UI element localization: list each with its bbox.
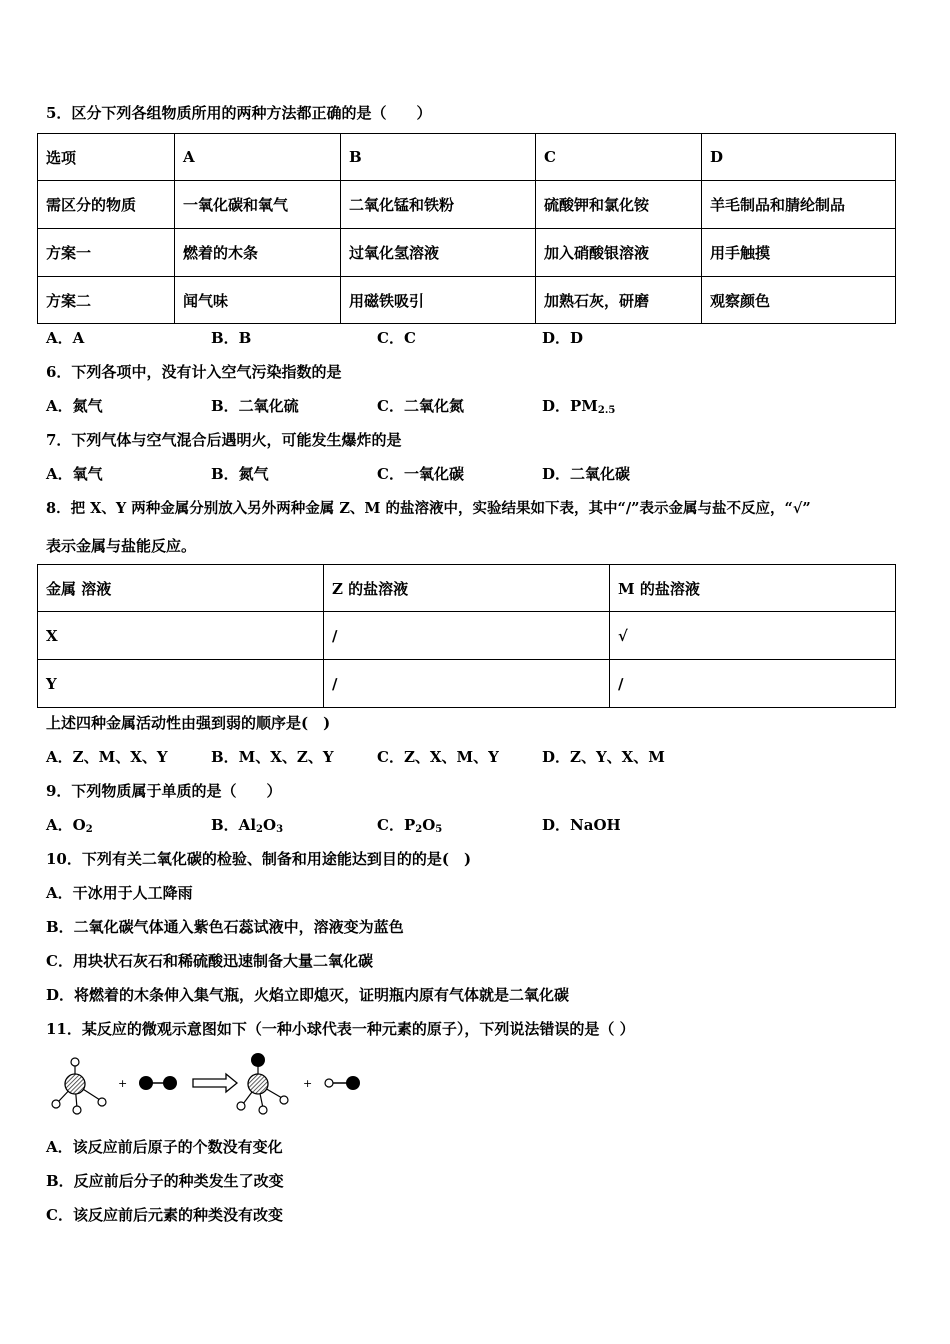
q6-option-d-subscript: 2.5 (597, 405, 616, 416)
q9-c-text1: C．P (377, 816, 416, 834)
q9-stem: 9．下列物质属于单质的是（ ） (46, 782, 282, 800)
q8-cell: ∕ (324, 660, 610, 708)
q8-cell: X (38, 612, 324, 660)
q5-cell: 方案二 (38, 277, 175, 324)
q8-cell: ∕ (324, 612, 610, 660)
q10-option-a[interactable]: A．干冰用于人工降雨 (46, 884, 193, 902)
q9-c-sub1: 2 (415, 824, 423, 835)
q9-a-text: A．O (46, 816, 86, 834)
q10-option-b[interactable]: B．二氧化碳气体通入紫色石蕊试液中，溶液变为蓝色 (46, 918, 404, 936)
q5-cell: 一氧化碳和氧气 (175, 181, 341, 229)
product-molecule-1 (237, 1053, 288, 1114)
q5-cell: 用磁铁吸引 (341, 277, 536, 324)
q9-b-text1: B．Al (211, 816, 257, 834)
q5-cell: 选项 (38, 134, 175, 181)
q6-option-a[interactable]: A．氮气 (46, 397, 103, 415)
q5-table-row (38, 181, 896, 229)
q5-cell: 需区分的物质 (38, 181, 175, 229)
q6-option-c[interactable]: C．二氧化氮 (377, 397, 464, 415)
q5-cell: 方案一 (38, 229, 175, 277)
q9-c-sub2: 5 (435, 824, 443, 835)
q10-stem: 10．下列有关二氧化碳的检验、制备和用途能达到目的的是( ) (46, 850, 472, 868)
q5-table (37, 133, 896, 324)
reactant-molecule-2 (139, 1076, 177, 1090)
plus-sign-1: + (118, 1077, 128, 1090)
reactant-molecule-1 (52, 1058, 106, 1114)
q5-cell: A (175, 134, 341, 181)
q8-table-row (38, 660, 896, 708)
q5-cell: D (702, 134, 896, 181)
q11-option-b[interactable]: B．反应前后分子的种类发生了改变 (46, 1172, 284, 1190)
q8-cell: Z 的盐溶液 (324, 565, 610, 612)
q9-option-d[interactable]: D．NaOH (542, 816, 621, 834)
q7-stem: 7．下列气体与空气混合后遇明火，可能发生爆炸的是 (46, 431, 402, 449)
reaction-diagram (46, 1048, 376, 1120)
q9-b-sub2: 3 (276, 824, 284, 835)
q9-option-a[interactable] (46, 814, 93, 835)
q5-cell: C (536, 134, 702, 181)
q8-option-c[interactable]: C．Z、X、M、Y (377, 748, 499, 766)
q5-table-header-row (38, 134, 896, 181)
q10-option-c[interactable]: C．用块状石灰石和稀硫酸迅速制备大量二氧化碳 (46, 952, 373, 970)
reaction-arrow-icon (193, 1074, 237, 1092)
q5-cell: 用手触摸 (702, 229, 896, 277)
q8-cell: Y (38, 660, 324, 708)
q5-cell: 闻气味 (175, 277, 341, 324)
q7-option-c[interactable]: C．一氧化碳 (377, 465, 464, 483)
q8-table-header-row (38, 565, 896, 612)
q5-stem: 5．区分下列各组物质所用的两种方法都正确的是（ ） (46, 104, 432, 122)
q8-stem-line1: 8．把 X、Y 两种金属分别放入另外两种金属 Z、M 的盐溶液中，实验结果如下表，其中“/”表示金属与盐不反应，“√” (46, 500, 811, 517)
q11-option-a[interactable]: A．该反应前后原子的个数没有变化 (46, 1138, 283, 1156)
q5-cell: 加熟石灰，研磨 (536, 277, 702, 324)
q11-stem: 11．某反应的微观示意图如下（一种小球代表一种元素的原子），下列说法错误的是（ ） (46, 1020, 635, 1038)
q5-cell: 二氧化锰和铁粉 (341, 181, 536, 229)
q8-cell: √ (610, 612, 896, 660)
q11-option-c[interactable]: C．该反应前后元素的种类没有改变 (46, 1206, 283, 1224)
q5-cell: B (341, 134, 536, 181)
plus-sign-2: + (303, 1077, 313, 1090)
q5-table-row (38, 229, 896, 277)
q8-option-b[interactable]: B．M、X、Z、Y (211, 748, 334, 766)
q8-cell: 金属 溶液 (38, 565, 324, 612)
q5-option-d[interactable]: D．D (542, 329, 584, 347)
q9-b-sub1: 2 (256, 824, 263, 835)
q5-cell: 过氧化氢溶液 (341, 229, 536, 277)
q6-option-d[interactable] (542, 395, 615, 416)
q5-option-b[interactable]: B．B (211, 329, 252, 347)
q9-b-text2: O (262, 816, 277, 834)
q7-option-b[interactable]: B．氮气 (211, 465, 269, 483)
q7-option-a[interactable]: A．氧气 (46, 465, 103, 483)
q5-cell: 燃着的木条 (175, 229, 341, 277)
q8-cell: ∕ (610, 660, 896, 708)
q8-table (37, 564, 896, 708)
q8-table-row (38, 612, 896, 660)
q5-option-a[interactable]: A．A (46, 329, 85, 347)
q9-option-b[interactable] (211, 814, 283, 835)
q6-stem: 6．下列各项中，没有计入空气污染指数的是 (46, 363, 342, 381)
q9-option-c[interactable] (377, 814, 442, 835)
q5-cell: 观察颜色 (702, 277, 896, 324)
q6-option-b[interactable]: B．二氧化硫 (211, 397, 299, 415)
q5-cell: 硫酸钾和氯化铵 (536, 181, 702, 229)
q7-option-d[interactable]: D．二氧化碳 (542, 465, 631, 483)
q9-a-sub: 2 (85, 824, 93, 835)
product-molecule-2 (325, 1076, 360, 1090)
q5-cell: 加入硝酸银溶液 (536, 229, 702, 277)
q8-cell: M 的盐溶液 (610, 565, 896, 612)
q8-stem-line2: 表示金属与盐能反应。 (46, 537, 197, 555)
q5-option-c[interactable]: C．C (377, 329, 416, 347)
q5-table-row (38, 277, 896, 324)
q8-question: 上述四种金属活动性由强到弱的顺序是( ) (46, 714, 331, 732)
q5-cell: 羊毛制品和腈纶制品 (702, 181, 896, 229)
q6-option-d-text: D．PM (542, 397, 598, 415)
q8-option-a[interactable]: A．Z、M、X、Y (46, 748, 168, 766)
q10-option-d[interactable]: D．将燃着的木条伸入集气瓶，火焰立即熄灭，证明瓶内原有气体就是二氧化碳 (46, 986, 570, 1004)
q8-option-d[interactable]: D．Z、Y、X、M (542, 748, 665, 766)
q9-c-text2: O (422, 816, 436, 834)
